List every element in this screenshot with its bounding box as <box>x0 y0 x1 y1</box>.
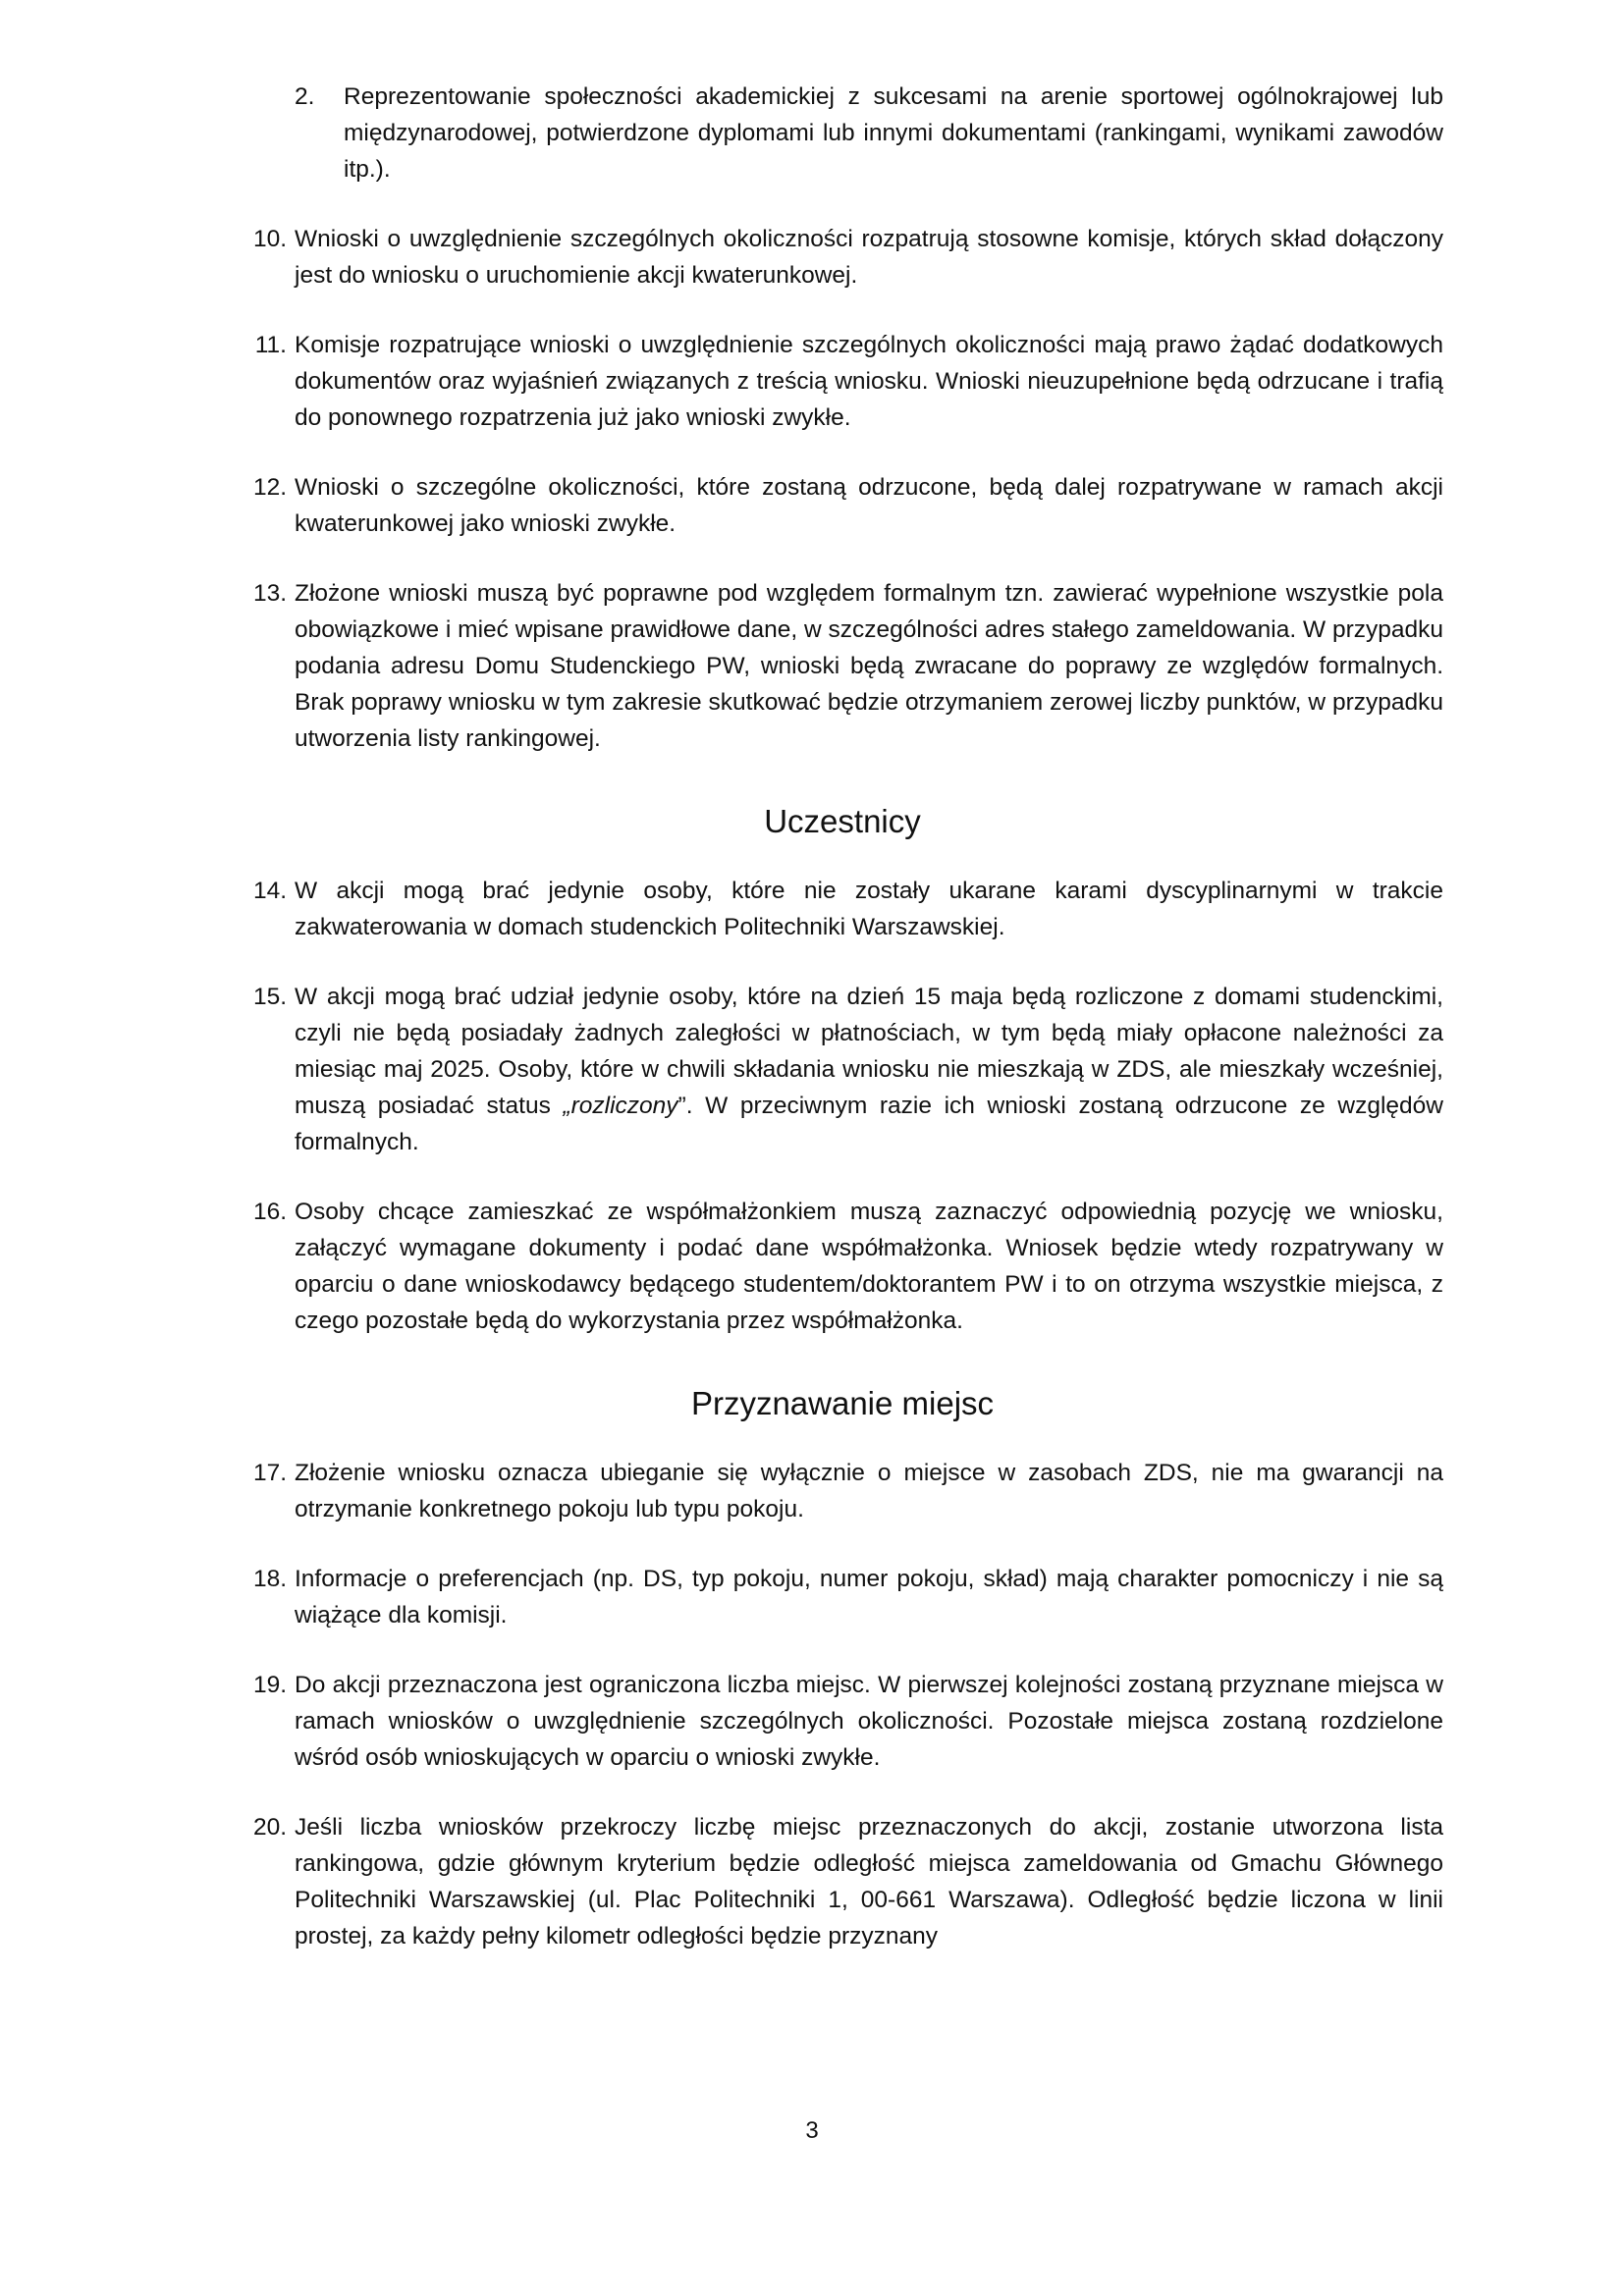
list-item-number: 17. <box>252 1460 287 1486</box>
list-item-text: Reprezentowanie społeczności akademickiej z sukcesami na arenie sportowej ogólnokrajowej lub międzynarodowej, potwierdzone dyplomami lub innymi dokumentami (rankingami, wynikami zawodów itp.). <box>344 83 1443 183</box>
list-item-number: 19. <box>252 1672 287 1698</box>
list-item-text: Informacje o preferencjach (np. DS, typ pokoju, numer pokoju, skład) mają charakter pomocniczy i nie są wiążące dla komisji. <box>295 1566 1443 1629</box>
list-item-text: Osoby chcące zamieszkać ze współmałżonkiem muszą zaznaczyć odpowiednią pozycję we wniosku, załączyć wymagane dokumenty i podać dane współmałżonka. Wniosek będzie wtedy rozpatrywany w oparciu o dane wnioskodawcy będącego studentem/doktorantem PW i to on otrzyma wszystkie miejsca, z czego pozostałe będą do wykorzystania przez współmałżonka. <box>295 1199 1443 1334</box>
list-item-text: W akcji mogą brać jedynie osoby, które nie zostały ukarane karami dyscyplinarnymi w trakcie zakwaterowania w domach studenckich Politechniki Warszawskiej. <box>295 878 1443 940</box>
list-item-number: 15. <box>252 984 287 1010</box>
list-item-text: Złożenie wniosku oznacza ubieganie się wyłącznie o miejsce w zasobach ZDS, nie ma gwarancji na otrzymanie konkretnego pokoju lub typu pokoju. <box>295 1460 1443 1522</box>
list-item-text: Jeśli liczba wniosków przekroczy liczbę miejsc przeznaczonych do akcji, zostanie utworzona lista rankingowa, gdzie głównym kryterium będzie odległość miejsca zameldowania od Gmachu Głównego Politechniki Warszawskiej (ul. Plac Politechniki 1, 00-661 Warszawa). Odległość będzie liczona w linii prostej, za każdy pełny kilometr odległości będzie przyznany <box>295 1814 1443 1949</box>
list-item <box>242 221 1443 294</box>
list-item-number: 16. <box>252 1199 287 1225</box>
list-item-number: 20. <box>252 1814 287 1841</box>
list-item <box>242 79 1443 187</box>
document-body <box>242 79 1443 1988</box>
list-item-text: Złożone wnioski muszą być poprawne pod względem formalnym tzn. zawierać wypełnione wszystkie pola obowiązkowe i mieć wpisane prawidłowe dane, w szczególności adres stałego zameldowania. W przypadku podania adresu Domu Studenckiego PW, wnioski będą zwracane do poprawy ze względów formalnych. Brak poprawy wniosku w tym zakresie skutkować będzie otrzymaniem zerowej liczby punktów, w przypadku utworzenia listy rankingowej. <box>295 580 1443 752</box>
list-item-number: 10. <box>252 226 287 252</box>
list-item-text: Komisje rozpatrujące wnioski o uwzględnienie szczególnych okoliczności mają prawo żądać dodatkowych dokumentów oraz wyjaśnień związanych z treścią wniosku. Wnioski nieuzupełnione będą odrzucane i trafią do ponownego rozpatrzenia już jako wnioski zwykłe. <box>295 332 1443 431</box>
list-item <box>242 327 1443 436</box>
list-item-number: 11. <box>254 332 287 358</box>
list-item-number: 12. <box>252 474 287 501</box>
list-item <box>242 1194 1443 1339</box>
list-item-text <box>295 979 1443 1160</box>
list-item-number: 13. <box>252 580 287 607</box>
list-item <box>242 575 1443 757</box>
list-item <box>242 873 1443 945</box>
list-item-number: 2. <box>295 83 315 110</box>
list-item-text-part: ”. W przeciwnym razie ich wnioski zostaną odrzucone ze względów formalnych. <box>295 1093 1443 1155</box>
list-item-text: Do akcji przeznaczona jest ograniczona liczba miejsc. W pierwszej kolejności zostaną przyznane miejsca w ramach wniosków o uwzględnienie szczególnych okoliczności. Pozostałe miejsca zostaną rozdzielone wśród osób wnioskujących w oparciu o wnioski zwykłe. <box>295 1672 1443 1771</box>
list-item-number: 18. <box>252 1566 287 1592</box>
section-heading-participants: Uczestnicy <box>764 803 921 839</box>
list-item-text: Wnioski o uwzględnienie szczególnych okoliczności rozpatrują stosowne komisje, których skład dołączony jest do wniosku o uruchomienie akcji kwaterunkowej. <box>295 226 1443 289</box>
list-item <box>242 1561 1443 1633</box>
section-heading-allocation: Przyznawanie miejsc <box>690 1385 995 1421</box>
list-item <box>242 469 1443 542</box>
list-item-text-part: W akcji mogą brać udział jedynie osoby, które na dzień 15 maja będą rozliczone z domami studenckimi, czyli nie będą posiadały żadnych zaległości w płatnościach, w tym będą miały opłacone należności za miesiąc maj 2025. Osoby, które w chwili składania wniosku nie mieszkają w ZDS, ale mieszkały wcześniej, muszą posiadać status <box>295 984 1443 1119</box>
list-item-number: 14. <box>252 878 287 904</box>
list-item <box>242 1809 1443 1954</box>
page-number: 3 <box>805 2117 819 2144</box>
list-item <box>242 1667 1443 1776</box>
list-item-text: Wnioski o szczególne okoliczności, które zostaną odrzucone, będą dalej rozpatrywane w ramach akcji kwaterunkowej jako wnioski zwykłe. <box>295 474 1443 537</box>
list-item <box>242 979 1443 1160</box>
list-item <box>242 1455 1443 1527</box>
status-emphasis: „rozliczony <box>563 1093 678 1119</box>
